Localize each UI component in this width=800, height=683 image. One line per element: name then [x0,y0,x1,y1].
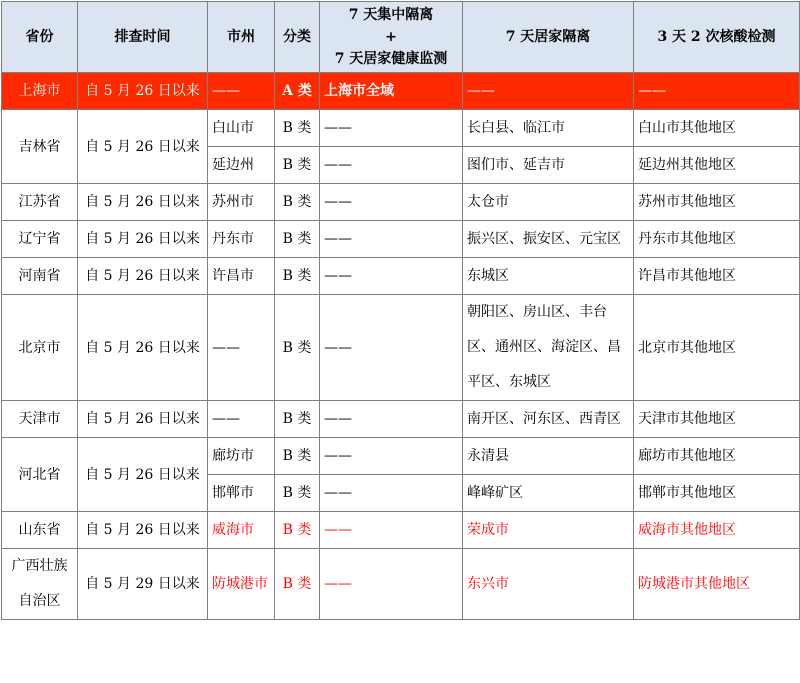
header-row [2,2,800,73]
cell-province: 天津市 [2,401,78,438]
header-home: 7 天居家隔离 [463,2,634,73]
table-row-jilin-1 [2,110,800,147]
cell-quarantine: —— [320,295,463,401]
cell-province: 河北省 [2,438,78,512]
cell-test: —— [634,73,800,110]
cell-test: 苏州市其他地区 [634,184,800,221]
header-time: 排查时间 [78,2,208,73]
cell-category: A 类 [275,73,320,110]
cell-test: 天津市其他地区 [634,401,800,438]
cell-time: 自 5 月 29 日以来 [78,549,208,620]
table-row-henan [2,258,800,295]
header-quarantine [320,2,463,73]
cell-time: 自 5 月 26 日以来 [78,295,208,401]
cell-category: B 类 [275,184,320,221]
cell-test: 防城港市其他地区 [634,549,800,620]
cell-city: —— [208,401,275,438]
cell-home: 东城区 [463,258,634,295]
cell-time: 自 5 月 26 日以来 [78,73,208,110]
cell-category: B 类 [275,221,320,258]
cell-home: 荣成市 [463,512,634,549]
cell-quarantine: 上海市全域 [320,73,463,110]
cell-time: 自 5 月 26 日以来 [78,110,208,184]
cell-test: 北京市其他地区 [634,295,800,401]
cell-home: 峰峰矿区 [463,475,634,512]
cell-quarantine: —— [320,475,463,512]
cell-province: 广西壮族自治区 [2,549,78,620]
cell-test: 威海市其他地区 [634,512,800,549]
table-row-liaoning [2,221,800,258]
header-city: 市州 [208,2,275,73]
cell-category: B 类 [275,258,320,295]
cell-home: —— [463,73,634,110]
cell-quarantine: —— [320,438,463,475]
cell-city: 许昌市 [208,258,275,295]
table-row-guangxi [2,549,800,620]
cell-city: —— [208,295,275,401]
cell-quarantine: —— [320,221,463,258]
cell-time: 自 5 月 26 日以来 [78,401,208,438]
cell-city: 邯郸市 [208,475,275,512]
cell-province: 河南省 [2,258,78,295]
cell-home: 长白县、临江市 [463,110,634,147]
cell-province: 北京市 [2,295,78,401]
cell-city: 白山市 [208,110,275,147]
cell-time: 自 5 月 26 日以来 [78,184,208,221]
cell-city: 防城港市 [208,549,275,620]
cell-province: 山东省 [2,512,78,549]
cell-quarantine: —— [320,147,463,184]
cell-home: 朝阳区、房山区、丰台区、通州区、海淀区、昌平区、东城区 [463,295,634,401]
risk-area-table [1,1,800,620]
cell-home: 东兴市 [463,549,634,620]
table-row-shanghai [2,73,800,110]
table-row-tianjin [2,401,800,438]
header-category: 分类 [275,2,320,73]
cell-category: B 类 [275,475,320,512]
cell-test: 丹东市其他地区 [634,221,800,258]
cell-province: 上海市 [2,73,78,110]
table-row-beijing [2,295,800,401]
cell-home: 永清县 [463,438,634,475]
cell-home: 太仓市 [463,184,634,221]
cell-quarantine: —— [320,258,463,295]
cell-province: 江苏省 [2,184,78,221]
header-quarantine-plus: + [385,29,397,45]
cell-test: 廊坊市其他地区 [634,438,800,475]
header-quarantine-line1: 7 天集中隔离 [348,7,434,23]
cell-category: B 类 [275,110,320,147]
cell-quarantine: —— [320,401,463,438]
cell-category: B 类 [275,295,320,401]
cell-home: 振兴区、振安区、元宝区 [463,221,634,258]
cell-home: 图们市、延吉市 [463,147,634,184]
cell-time: 自 5 月 26 日以来 [78,258,208,295]
cell-category: B 类 [275,147,320,184]
cell-test: 延边州其他地区 [634,147,800,184]
cell-time: 自 5 月 26 日以来 [78,438,208,512]
cell-quarantine: —— [320,549,463,620]
cell-city: 廊坊市 [208,438,275,475]
table-row-shandong [2,512,800,549]
cell-city: 延边州 [208,147,275,184]
cell-test: 许昌市其他地区 [634,258,800,295]
cell-province: 辽宁省 [2,221,78,258]
cell-home: 南开区、河东区、西青区 [463,401,634,438]
cell-city: 威海市 [208,512,275,549]
header-test: 3 天 2 次核酸检测 [634,2,800,73]
cell-category: B 类 [275,401,320,438]
cell-city: 苏州市 [208,184,275,221]
table-row-jiangsu [2,184,800,221]
cell-quarantine: —— [320,110,463,147]
header-province: 省份 [2,2,78,73]
cell-category: B 类 [275,512,320,549]
cell-quarantine: —— [320,512,463,549]
cell-category: B 类 [275,438,320,475]
cell-province: 吉林省 [2,110,78,184]
header-quarantine-line2: 7 天居家健康监测 [334,51,448,67]
cell-quarantine: —— [320,184,463,221]
cell-time: 自 5 月 26 日以来 [78,512,208,549]
cell-test: 白山市其他地区 [634,110,800,147]
table-row-hebei-1 [2,438,800,475]
cell-test: 邯郸市其他地区 [634,475,800,512]
cell-time: 自 5 月 26 日以来 [78,221,208,258]
cell-city: —— [208,73,275,110]
cell-category: B 类 [275,549,320,620]
cell-city: 丹东市 [208,221,275,258]
